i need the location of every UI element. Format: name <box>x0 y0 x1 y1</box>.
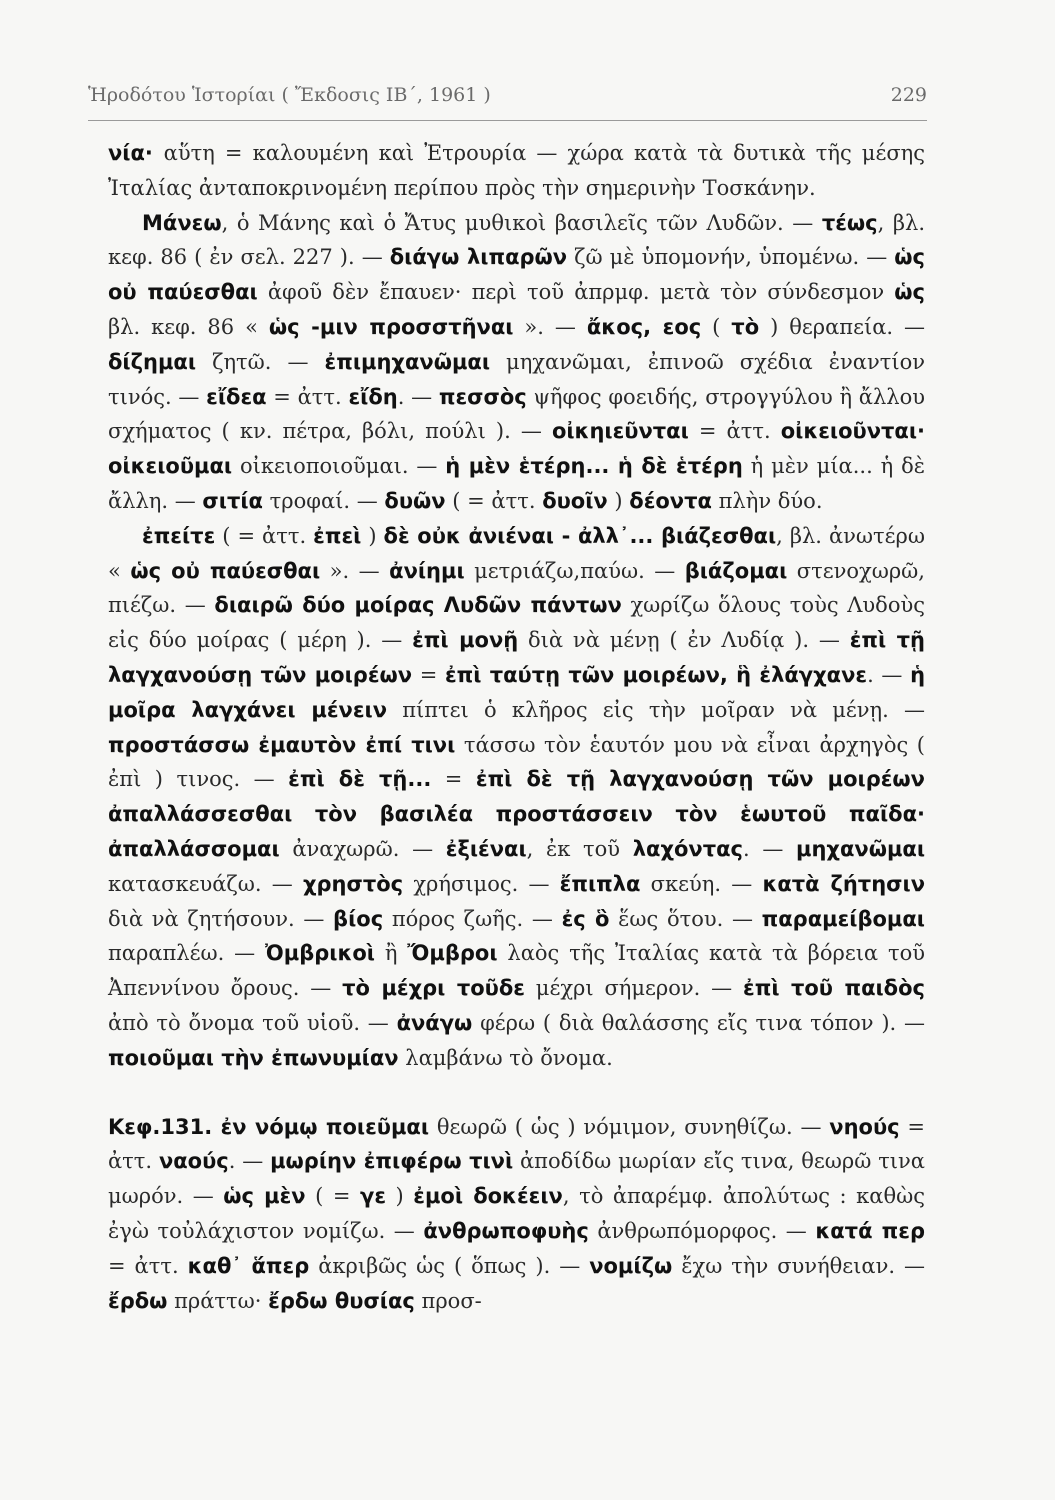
gloss-text: ( = <box>305 1184 361 1209</box>
gloss-text: = ἀττ. <box>266 384 349 409</box>
headword: Κεφ.131. ἐν νόμῳ ποιεῦμαι <box>108 1114 430 1139</box>
headword: ἔρδω <box>108 1288 168 1313</box>
headword: σιτία <box>202 488 263 513</box>
gloss-text: ἔχω τὴν συνήθειαν. — <box>672 1253 925 1278</box>
gloss-text: ἀνθρωπόμορφος. — <box>588 1218 816 1243</box>
gloss-text: , βλ. κεφ. 86 ( ἐν σελ. 227 ). — <box>108 210 926 270</box>
headword: ὡς οὐ παύεσθαι <box>108 245 925 305</box>
gloss-text: , βλ. ἀνωτέρω « <box>108 523 925 583</box>
headword: διάγω λιπαρῶν <box>389 245 568 270</box>
gloss-text: , ἐκ τοῦ <box>526 836 633 861</box>
gloss-text: οἰκειοποιοῦμαι. — <box>232 454 446 479</box>
headword: Μάνεω <box>142 210 222 235</box>
gloss-text: στενοχωρῶ, πιέζω. — <box>108 558 925 618</box>
headword: ἀνίημι <box>389 558 465 583</box>
gloss-text: παραπλέω. — <box>108 941 266 966</box>
gloss-text: ἕως ὅτου. — <box>609 906 762 931</box>
headword: κατά περ <box>815 1218 925 1243</box>
headword: οἰκειοῦνται· οἰκειοῦμαι <box>108 419 926 479</box>
headword: ἐπὶ ταύτῃ τῶν μοιρέων, ἣ ἐλάγχανε <box>444 662 868 687</box>
headword: δυοῖν <box>542 488 608 513</box>
headword: βίος <box>333 906 384 931</box>
gloss-text: μέχρι σήμερον. — <box>524 976 744 1001</box>
gloss-text: βλ. κεφ. 86 « <box>108 314 269 339</box>
gloss-text: ἀφοῦ δὲν ἔπαυεν· περὶ τοῦ ἀπρμφ. μετὰ τὸν σύνδεσμον <box>257 280 895 305</box>
gloss-text: = ἀττ. <box>108 1253 188 1278</box>
gloss-text: = <box>431 767 476 792</box>
gloss-text: χρήσιμος. — <box>403 871 560 896</box>
headword: εἴδη <box>348 384 398 409</box>
headword: ὡς μὲν <box>223 1184 306 1209</box>
gloss-text: διὰ νὰ μένῃ ( ἐν Λυδίᾳ ). — <box>518 628 850 653</box>
gloss-text: φέρω ( διὰ θαλάσσης εἴς τινα τόπον ). — <box>472 1010 925 1035</box>
headword: Ὄμβροι <box>407 941 498 966</box>
gloss-text: . — <box>397 384 439 409</box>
glossary-paragraph <box>108 206 925 519</box>
headword: ἐπεὶ <box>313 523 362 548</box>
headword: μωρίην ἐπιφέρω τινὶ <box>270 1149 514 1174</box>
gloss-text: ( = ἀττ. <box>215 523 314 548</box>
gloss-text: πράττω· <box>167 1288 269 1313</box>
headword: ναούς <box>158 1149 229 1174</box>
headword: ὡς <box>894 280 925 305</box>
gloss-text: πλὴν δύο. <box>711 488 823 513</box>
headword: Ὀμβρικοὶ <box>265 941 375 966</box>
headword: ἐξιέναι <box>445 836 527 861</box>
gloss-text: μετριάζω,παύω. — <box>464 558 685 583</box>
gloss-text: ζητῶ. — <box>196 349 325 374</box>
glossary-paragraph <box>108 136 925 206</box>
gloss-text: θεωρῶ ( ὡς ) νόμιμον, συνηθίζω. — <box>429 1114 830 1139</box>
header-rule <box>88 120 927 121</box>
headword: τὸ μέχρι τοῦδε <box>342 976 525 1001</box>
headword: ἔπιπλα <box>559 871 641 896</box>
headword: νηούς <box>829 1114 900 1139</box>
headword: ἔρδω θυσίας <box>268 1288 415 1313</box>
gloss-text: = ἀττ. <box>688 419 781 444</box>
gloss-text: μηχανῶμαι, ἐπινοῶ σχέδια ἐναντίον τινός. — <box>108 349 926 409</box>
headword: κατὰ ζήτησιν <box>762 871 925 896</box>
headword: ἐπὶ μονῇ <box>412 628 519 653</box>
headword: ἐπὶ τῇ λαγχανούσῃ τῶν μοιρέων <box>108 628 925 687</box>
gloss-text: λαμβάνω τὸ ὄνομα. <box>398 1045 613 1070</box>
gloss-text: ( <box>701 314 732 339</box>
gloss-text: ἀκριβῶς ὡς ( ὅπως ). — <box>309 1253 590 1278</box>
headword: ἀνάγω <box>396 1010 473 1035</box>
gloss-text: ) <box>361 523 384 548</box>
headword: καθ᾽ ἅπερ <box>187 1253 310 1278</box>
headword: ἐπὶ δὲ τῇ... <box>288 767 432 792</box>
gloss-text: ) <box>386 1184 414 1209</box>
gloss-text: τάσσω τὸν ἑαυτόν μου νὰ εἶναι ἀρχηγὸς ( ἐπὶ ) τινος. — <box>108 732 925 792</box>
running-title: Ἡροδότου Ἱστορίαι ( Ἔκδοσις ΙΒ΄, 1961 ) <box>88 84 491 106</box>
headword: γε <box>360 1184 387 1209</box>
headword: λαχόντας <box>632 836 744 861</box>
gloss-text: ζῶ μὲ ὑπομονήν, ὑπομένω. — <box>567 245 895 270</box>
headword: ποιοῦμαι τὴν ἐπωνυμίαν <box>108 1045 399 1070</box>
gloss-text: χωρίζω ὅλους τοὺς Λυδοὺς εἰς δύο μοίρας ( μέρη ). — <box>108 593 925 653</box>
headword: ἄκος, εος <box>586 314 702 339</box>
headword: μηχανῶμαι <box>796 836 926 861</box>
headword: βιάζομαι <box>684 558 788 583</box>
gloss-text: τροφαί. — <box>262 488 385 513</box>
headword: ὡς -μιν προσστῆναι <box>268 314 514 339</box>
headword: πεσσὸς <box>438 384 527 409</box>
running-head <box>88 84 927 106</box>
gloss-text: , ὁ Μάνης καὶ ὁ Ἄτυς μυθικοὶ βασιλεῖς τῶν Λυδῶν. — <box>221 210 822 235</box>
headword: ἡ μὲν ἑτέρη... ἡ δὲ ἑτέρη <box>445 454 743 479</box>
headword: ἐπὶ δὲ τῇ λαγχανούσῃ τῶν μοιρέων ἀπαλλάσσεσθαι τὸν βασιλέα προστάσσειν τὸν ἑωυτοῦ παῖδα· ἀπαλλάσσομαι <box>108 767 925 861</box>
headword: δίζημαι <box>108 349 197 374</box>
headword: διαιρῶ δύο μοίρας Λυδῶν πάντων <box>214 593 622 618</box>
gloss-text: ἢ <box>374 941 408 966</box>
headword: ἐπὶ τοῦ παιδὸς <box>743 976 925 1001</box>
headword: δέοντα <box>629 488 712 513</box>
gloss-text: ἀναχωρῶ. — <box>279 836 446 861</box>
gloss-text: = ἀττ. <box>108 1114 925 1174</box>
headword: οἰκηιεῦνται <box>551 419 689 444</box>
headword: ἀνθρωποφυὴς <box>423 1218 589 1243</box>
gloss-text: ) <box>607 488 630 513</box>
headword: τὸ <box>731 314 760 339</box>
headword: ἐπείτε <box>142 523 216 548</box>
headword: νία· <box>108 141 164 165</box>
headword: ἐπιμηχανῶμαι <box>324 349 491 374</box>
headword: δὲ οὐκ ἀνιέναι - ἀλλ᾽... βιάζεσθαι <box>383 523 777 548</box>
gloss-text: ἀποδίδω μωρίαν εἴς τινα, θεωρῶ τινα μωρόν. — <box>108 1149 925 1209</box>
gloss-text: αὕτη = καλουμένη καὶ Ἐτρουρία — χώρα κατὰ τὰ δυτικὰ τῆς μέσης Ἰταλίας ἀνταποκρινομένη περίπου πρὸς τὴν σημερινὴν Τοσκάνην. <box>108 141 926 200</box>
gloss-text: προσ- <box>414 1288 482 1313</box>
gloss-text: κατασκευάζω. — <box>108 871 303 896</box>
gloss-text: ) θεραπεία. — <box>759 314 926 339</box>
headword: ἐς ὃ <box>561 906 610 931</box>
gloss-text: πίπτει ὁ κλῆρος εἰς τὴν μοῖραν νὰ μένῃ. — <box>387 697 925 722</box>
gloss-text: διὰ νὰ ζητήσουν. — <box>108 906 334 931</box>
gloss-text: ἡ μὲν μία... ἡ δὲ ἄλλη. — <box>108 454 925 513</box>
headword: ἐμοὶ δοκέειν <box>413 1184 563 1209</box>
gloss-text: ». — <box>513 314 587 339</box>
gloss-text: , τὸ ἀπαρέμφ. ἀπολύτως : καθὼς ἐγὼ τοὐλάχιστον νομίζω. — <box>108 1184 926 1243</box>
gloss-text: . — <box>867 662 911 687</box>
page-number: 229 <box>890 84 927 106</box>
gloss-text: ». — <box>320 558 390 583</box>
gloss-text: ψῆφος φοειδής, στρογγύλου ἢ ἄλλου σχήματος ( κν. πέτρα, βόλι, πούλι ). — <box>108 384 925 444</box>
gloss-text: σκεύη. — <box>640 871 763 896</box>
gloss-text: ἀπὸ τὸ ὄνομα τοῦ υἱοῦ. — <box>108 1010 397 1035</box>
headword: νομίζω <box>589 1253 673 1278</box>
headword: τέως <box>821 210 878 235</box>
gloss-text: λαὸς τῆς Ἰταλίας κατὰ τὰ βόρεια τοῦ Ἀπεννίνου ὄρους. — <box>108 941 925 1001</box>
headword: παραμείβομαι <box>761 906 925 931</box>
headword: ἡ μοῖρα λαγχάνει μένειν <box>108 662 926 722</box>
headword: ὡς οὐ παύεσθαι <box>130 558 321 583</box>
gloss-text: πόρος ζωῆς. — <box>383 906 562 931</box>
headword: χρηστὸς <box>302 871 404 896</box>
gloss-text: . — <box>743 836 797 861</box>
gloss-text: ( = ἀττ. <box>445 488 543 513</box>
headword: δυῶν <box>384 488 446 513</box>
glossary-paragraph <box>108 1110 925 1319</box>
gloss-text: = <box>412 662 445 687</box>
headword: προστάσσω ἐμαυτὸν ἐπί τινι <box>108 732 456 757</box>
glossary-text <box>108 136 925 1318</box>
headword: εἴδεα <box>206 384 267 409</box>
glossary-paragraph <box>108 519 925 1076</box>
gloss-text: . — <box>228 1149 271 1174</box>
